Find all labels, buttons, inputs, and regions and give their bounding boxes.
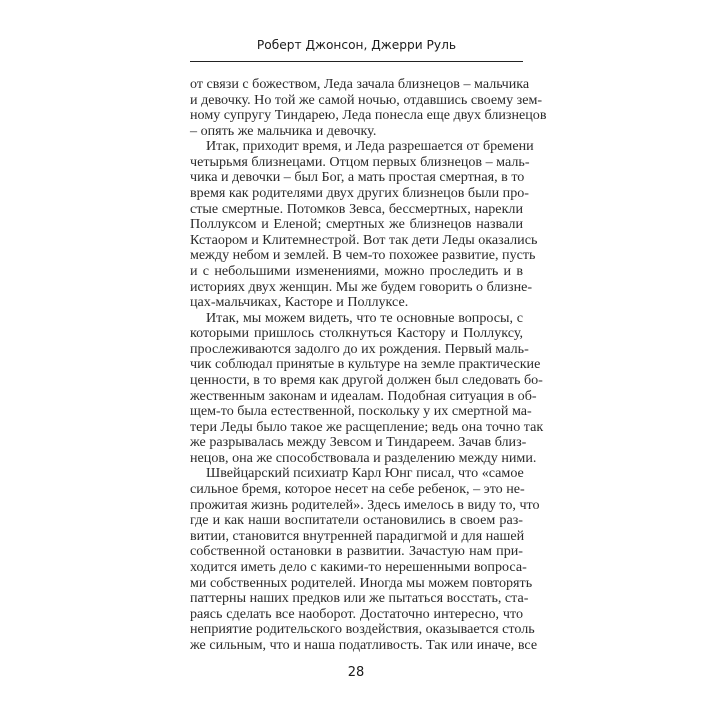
text-line: четырьмя близнецами. Отцом первых близнецов – маль- xyxy=(190,153,530,170)
text-line: от связи с божеством, Леда зачала близнецов – мальчика xyxy=(190,76,530,92)
text-line: Итак, приходит время, и Леда разрешается от бремени xyxy=(206,138,534,155)
text-line: которыми пришлось столкнуться Кастору и Поллуксу, xyxy=(190,325,523,342)
text-line: между небом и землей. В чем-то похожее развитие, пусть xyxy=(190,247,536,264)
text-line: Швейцарский психиатр Карл Юнг писал, что «самое xyxy=(206,465,524,482)
text-line: и с небольшими изменениями, можно проследить и в xyxy=(190,262,523,279)
text-line: жественным законам и идеалам. Подобная ситуация в об- xyxy=(190,387,537,404)
paragraph xyxy=(190,76,547,139)
text-line: ному супругу Тиндарею, Леда понесла еще двух близнецов xyxy=(190,107,547,124)
text-line: историях двух женщин. Мы же будем говорить о близне- xyxy=(190,278,533,295)
text-line: нецов, она же способствовала и разделению между ними. xyxy=(190,449,537,466)
text-line: раясь сделать все наоборот. Достаточно интересно, что xyxy=(190,605,523,622)
text-line: Кстаором и Клитемнестрой. Вот так дети Леды оказались xyxy=(190,231,538,248)
text-line: цах-мальчиках, Касторе и Поллуксе. xyxy=(190,294,409,311)
text-line: чик соблюдал принятые в культуре на земле практические xyxy=(190,356,541,373)
text-line: и девочку. Но той же самой ночью, отдавшись своему зем- xyxy=(190,91,543,108)
paragraph xyxy=(190,309,544,467)
text-line: Итак, мы можем видеть, что те основные вопросы, с xyxy=(206,309,523,326)
text-line: собственной остановки в развитии. Зачастую нам при- xyxy=(190,543,523,560)
text-line: неприятие родительского воздействия, оказывается столь xyxy=(190,621,535,638)
text-line: время как родителями двух других близнецов были про- xyxy=(190,185,529,202)
header-rule xyxy=(190,61,523,62)
text-line: чика и девочки – был Бог, а мать простая смертная, в то xyxy=(190,169,525,186)
text-line: же сильным, что и наша податливость. Так или иначе, все xyxy=(190,636,538,653)
text-line: же разрывалась между Зевсом и Тиндареем. Зачав близ- xyxy=(190,434,527,451)
paragraph xyxy=(190,138,538,311)
text-line: Поллуксом и Еленой; смертных же близнецов назвали xyxy=(190,216,523,233)
text-line: прожитая жизнь родителей». Здесь имелось в виду то, что xyxy=(190,496,540,513)
text-line: паттерны наших предков или же пытаться восстать, ста- xyxy=(190,590,529,607)
body-text xyxy=(190,76,547,653)
text-line: где и как наши воспитатели остановились в своем раз- xyxy=(190,512,523,529)
text-line: – опять же мальчика и девочку. xyxy=(190,122,377,139)
text-line: ценности, в то время как другой должен был следовать бо- xyxy=(190,371,543,388)
text-line: стые смертные. Потомков Зевса, бессмертных, нарекли xyxy=(190,200,523,217)
text-line: ми собственных родителей. Иногда мы можем повторять xyxy=(190,574,533,591)
text-line: сильное бремя, которое несет на себе ребенок, – это не- xyxy=(190,481,525,498)
running-head: Роберт Джонсон, Джерри Руль xyxy=(256,38,457,52)
paragraph xyxy=(190,465,540,653)
text-line: ходится иметь дело с какими-то нерешенными вопроса- xyxy=(190,558,527,575)
text-line: тери Леды было такое же расщепление; ведь она точно так xyxy=(190,418,544,435)
text-line: щем-то была естественной, поскольку у их смертной ма- xyxy=(190,403,532,420)
text-line: прослеживаются задолго до их рождения. Первый маль- xyxy=(190,340,529,357)
text-line: витии, становится внутренней парадигмой и для нашей xyxy=(190,527,525,544)
page-number: 28 xyxy=(347,665,365,680)
